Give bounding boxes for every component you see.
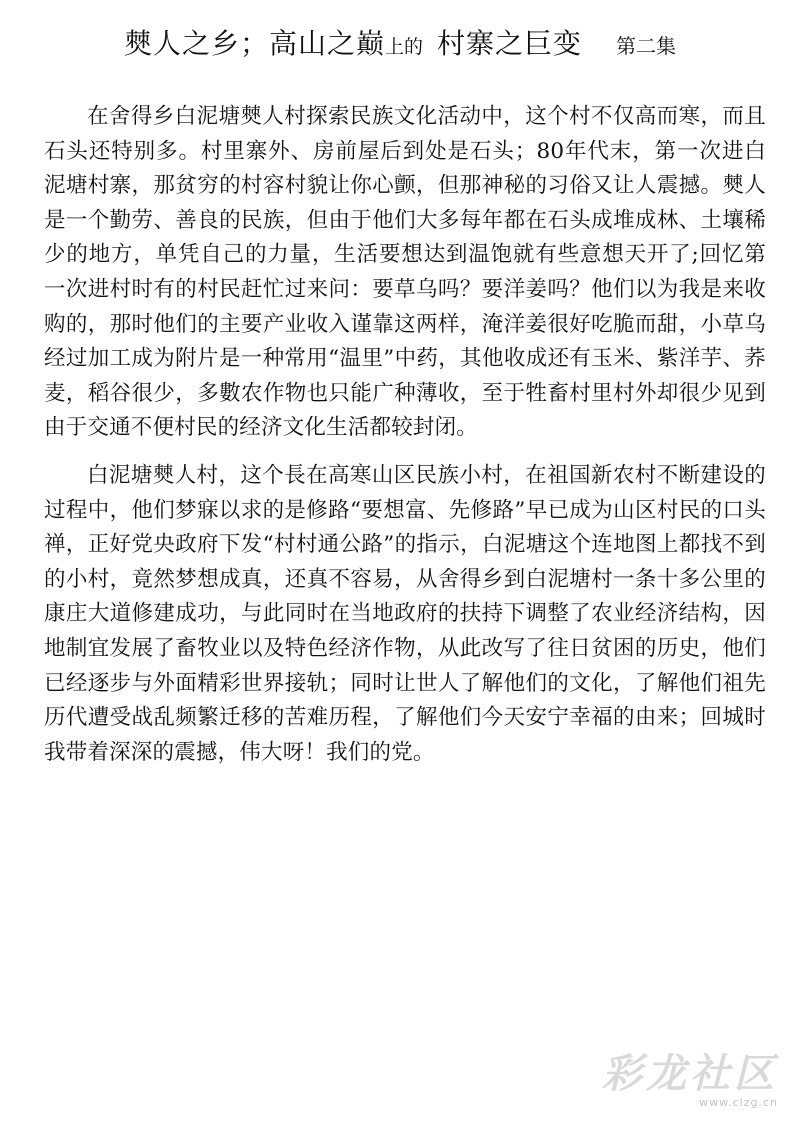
- page-title: [0, 22, 800, 62]
- watermark-url: www.clzg.cn: [699, 1096, 778, 1109]
- title-connector: 上的: [384, 36, 423, 58]
- episode-label: 第二集: [616, 34, 677, 58]
- title-subject: 村寨之巨变: [437, 27, 583, 60]
- site-watermark: [602, 1052, 778, 1109]
- title-main: 僰人之乡；高山之巅: [123, 27, 385, 60]
- article-body: [44, 100, 766, 770]
- watermark-logo: 彩龙社区: [602, 1050, 778, 1097]
- paragraph-1: 在舍得乡白泥塘僰人村探索民族文化活动中，这个村不仅高而寒，而且石头还特别多。村里寨外、房前屋后到处是石头；80年代末，第一次进白泥塘村寨，那贫穷的村容村貌让你心颤，但那神秘的习俗又让人震撼。僰人是一个勤劳、善良的民族，但由于他们大多每年都在石头成堆成林、土壤稀少的地方，单凭自己的力量，生活要想达到温饱就有些意想天开了;回忆第一次进村时有的村民赶忙过来问：要草乌吗？要洋姜吗？他们以为我是来收购的，那时他们的主要产业收入谨靠这两样，淹洋姜很好吃脆而甜，小草乌经过加工成为附片是一种常用“温里”中药，其他收成还有玉米、紫洋芋、荞麦，稻谷很少，多數农作物也只能广种薄收，至于牲畜村里村外却很少见到由于交通不便村民的经济文化生活都较封闭。: [44, 104, 766, 441]
- paragraph-2: 白泥塘僰人村，这个長在高寒山区民族小村，在祖国新农村不断建设的过程中，他们梦寐以求的是修路“要想富、先修路”早已成为山区村民的口头禅，正好党央政府下发“村村通公路”的指示，白泥塘这个连地图上都找不到的小村，竟然梦想成真，还真不容易，从舍得乡到白泥塘村一条十多公里的康庄大道修建成功，与此同时在当地政府的扶持下调整了农业经济结构，因地制宜发展了畜牧业以及特色经济作物，从此改写了往日贫困的历史，他们已经逐步与外面精彩世界接轨；同时让世人了解他们的文化，了解他们祖先历代遭受战乱频繁迁移的苦难历程，了解他们今天安宁幸福的由来；回城时我带着深深的震撼，伟大呀！我们的党。: [44, 462, 766, 765]
